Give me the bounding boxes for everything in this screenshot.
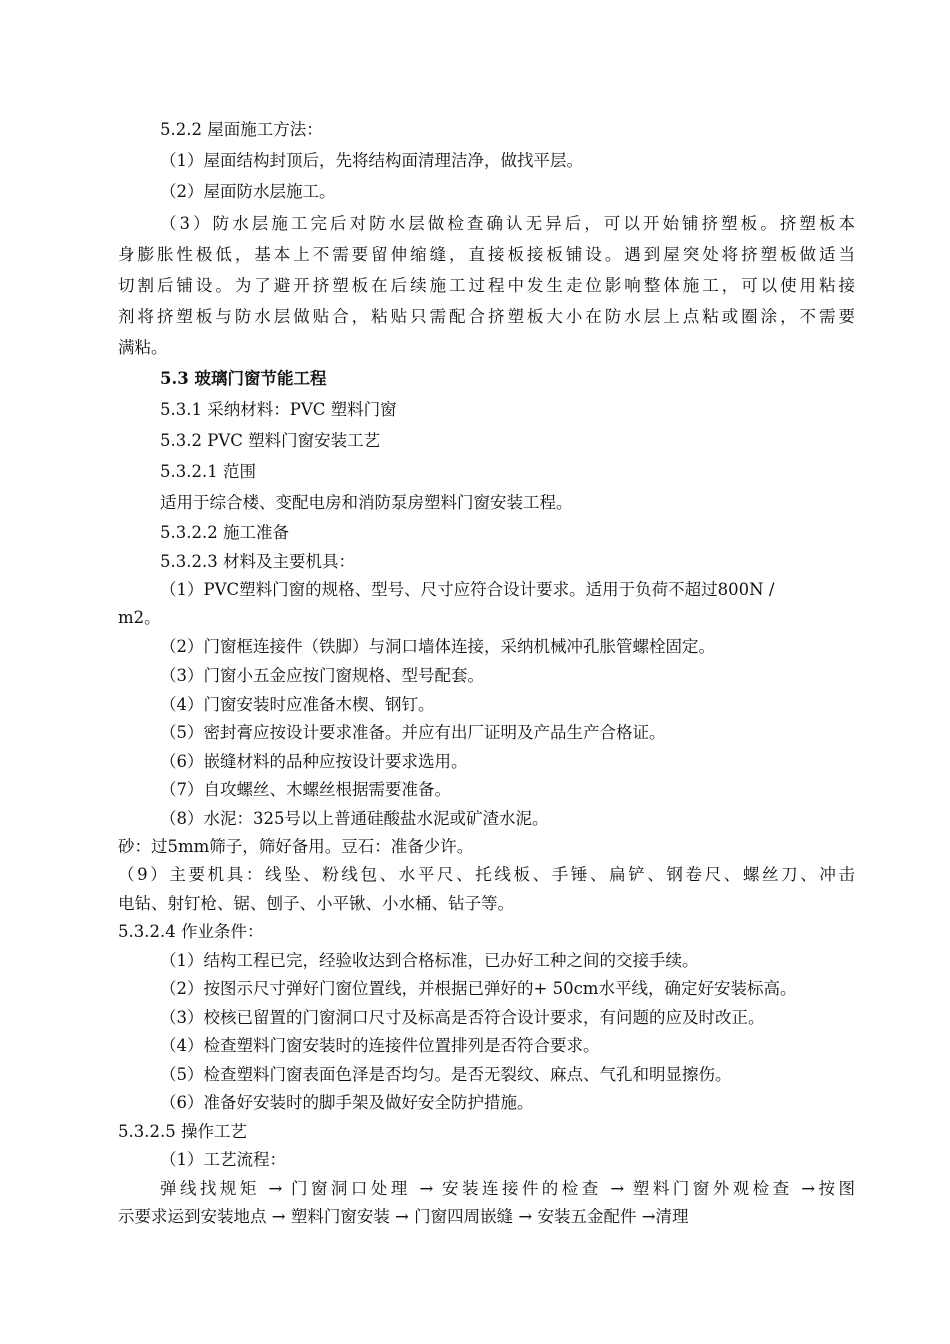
list-item-continuation: 电钻、射钉枪、锯、刨子、小平锹、小水桶、钻子等。 [118,894,514,913]
list-item-continuation: m2。 [118,608,161,627]
list-item: （5）密封膏应按设计要求准备。并应有出厂证明及产品生产合格证。 [160,723,666,742]
section-heading-5-3: 5.3 玻璃门窗节能工程 [160,369,327,388]
list-item: （2）门窗框连接件（铁脚）与洞口墙体连接，采纳机械冲孔胀管螺栓固定。 [160,637,715,656]
paragraph-line: 满粘。 [118,338,168,357]
list-item: （4）门窗安装时应准备木楔、钢钉。 [160,695,435,714]
list-item: （1）工艺流程： [160,1150,286,1169]
list-item: （2）按图示尺寸弹好门窗位置线，并根据已弹好的+ 50cm水平线，确定好安装标高。 [160,979,797,998]
paragraph-line: 切割后铺设。为了避开挤塑板在后续施工过程中发生走位影响整体施工，可以使用粘接 [118,276,855,295]
list-item: （4）检查塑料门窗安装时的连接件位置排列是否符合要求。 [160,1036,600,1055]
list-item: （5）检查塑料门窗表面色泽是否均匀。是否无裂纹、麻点、气孔和明显擦伤。 [160,1065,732,1084]
process-flow-line: 弹线找规矩 → 门窗洞口处理 → 安装连接件的检查 → 塑料门窗外观检查 →按图 [160,1179,855,1198]
section-heading-5-2-2: 5.2.2 屋面施工方法： [160,120,323,139]
paragraph-line: 剂将挤塑板与防水层做贴合，粘贴只需配合挤塑板大小在防水层上点粘或圈涂，不需要 [118,307,855,326]
list-item-continuation: 砂：过5mm筛子，筛好备用。豆石：准备少许。 [118,837,474,856]
list-item: （1）PVC塑料门窗的规格、型号、尺寸应符合设计要求。适用于负荷不超过800N / [160,580,775,599]
paragraph-line: 身膨胀性极低，基本上不需要留伸缩缝，直接板接板铺设。遇到屋突处将挤塑板做适当 [118,245,855,264]
list-item: （6）准备好安装时的脚手架及做好安全防护措施。 [160,1093,534,1112]
list-item: （3）校核已留置的门窗洞口尺寸及标高是否符合设计要求，有问题的应及时改正。 [160,1008,765,1027]
paragraph-line: （3）防水层施工完后对防水层做检查确认无异后，可以开始铺挤塑板。挤塑板本 [160,214,855,233]
paragraph-line: 适用于综合楼、变配电房和消防泵房塑料门窗安装工程。 [160,493,573,512]
section-heading-5-3-2-2: 5.3.2.2 施工准备 [160,523,289,542]
section-heading-5-3-1: 5.3.1 采纳材料：PVC 塑料门窗 [160,400,397,419]
list-item: （8）水泥：325号以上普通硅酸盐水泥或矿渣水泥。 [160,809,549,828]
section-heading-5-3-2-5: 5.3.2.5 操作工艺 [118,1122,247,1141]
paragraph-line: （2）屋面防水层施工。 [160,182,336,201]
section-heading-5-3-2-1: 5.3.2.1 范围 [160,462,256,481]
section-heading-5-3-2-4: 5.3.2.4 作业条件： [118,922,264,941]
list-item: （7）自攻螺丝、木螺丝根据需要准备。 [160,780,451,799]
section-heading-5-3-2-3: 5.3.2.3 材料及主要机具： [160,552,355,571]
list-item: （1）结构工程已完，经验收达到合格标准，已办好工种之间的交接手续。 [160,951,699,970]
list-item: （3）门窗小五金应按门窗规格、型号配套。 [160,666,484,685]
section-heading-5-3-2: 5.3.2 PVC 塑料门窗安装工艺 [160,431,381,450]
paragraph-line: （1）屋面结构封顶后，先将结构面清理洁净，做找平层。 [160,151,583,170]
list-item: （6）嵌缝材料的品种应按设计要求选用。 [160,752,468,771]
process-flow-line: 示要求运到安装地点 → 塑料门窗安装 → 门窗四周嵌缝 → 安装五金配件 →清理 [118,1207,689,1226]
list-item: （9）主要机具：线坠、粉线包、水平尺、托线板、手锤、扁铲、钢卷尺、螺丝刀、冲击 [118,865,855,884]
